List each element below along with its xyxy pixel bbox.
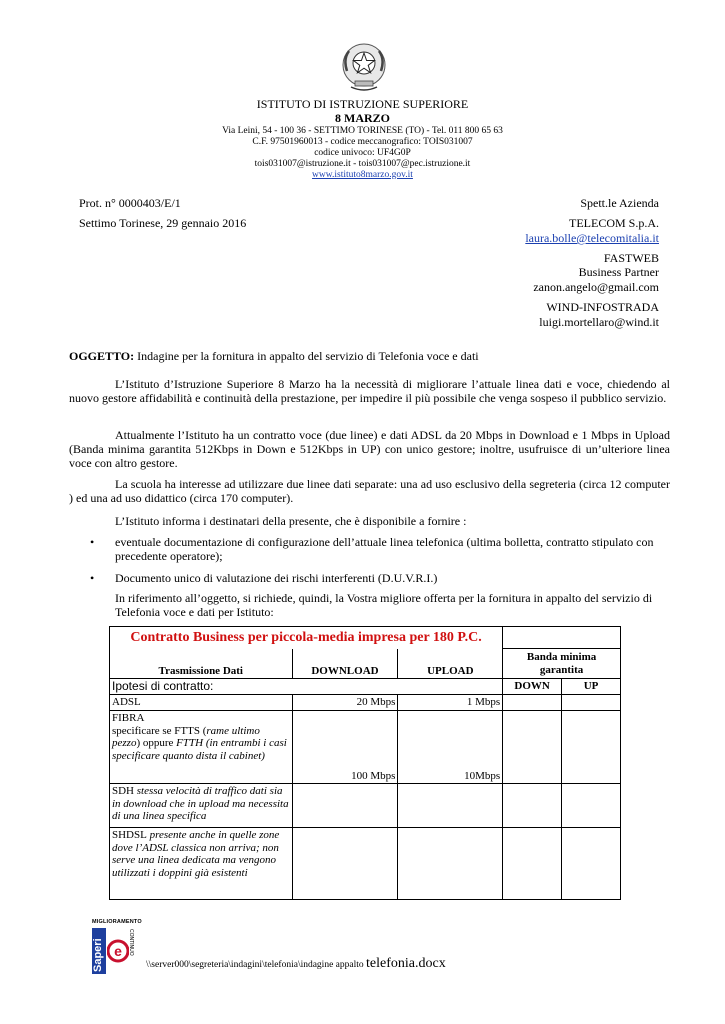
recipient-telecom: TELECOM S.p.A. [569, 216, 659, 230]
offer-table [109, 626, 621, 900]
table-title: Contratto Business per piccola-media impresa per 180 P.C. [130, 629, 482, 645]
row-adsl-label: ADSL [110, 695, 293, 711]
fibra-desc-d: FTTH (in entrambi i casi specificare quanto dista il cabinet) [112, 737, 287, 762]
fibra-desc-a: specificare se FTTS ( [112, 724, 207, 737]
table-subheader-row [110, 679, 621, 695]
subject-label: OGGETTO: [69, 349, 135, 363]
header-down: DOWN [503, 679, 562, 695]
table-row [110, 828, 621, 900]
row-adsl-upload: 1 Mbps [398, 695, 503, 711]
table-title-row [110, 627, 621, 649]
logo-side-text: Saperi [92, 938, 104, 972]
protocol-number: Prot. n° 0000403/E/1 [79, 196, 181, 210]
header-up: UP [562, 679, 621, 695]
header-banda: Banda minima garantita [503, 649, 621, 679]
recipient-fastweb-email: zanon.angelo@gmail.com [533, 280, 659, 294]
table-row [110, 695, 621, 711]
row-sdh-label: SDH [112, 785, 135, 797]
header-upload: UPLOAD [398, 649, 503, 679]
table-row [110, 711, 621, 784]
svg-text:e: e [114, 943, 122, 959]
paragraph-3: La scuola ha interesse ad utilizzare due linee dati separate: una ad uso esclusivo della segreteria (circa 12 computer ) ed una ad uso didattico (circa 170 computer). [69, 477, 670, 505]
bullet-dot-1: • [90, 535, 95, 549]
italian-republic-emblem-icon [339, 41, 389, 93]
school-codice-univoco: codice univoco: UF4G0P [314, 148, 411, 158]
paragraph-1: L’Istituto d’Istruzione Superiore 8 Marzo ha la necessità di migliorare l’attuale linea dati e voce, chiedendo al nuovo gestore affidabilità e continuità della prestazione, per impedire il più possibile che venga sospeso il pubblico servizio. [69, 377, 670, 405]
footer-path-dir: \\server000\segreteria\indagini\telefonia\indagine appalto [146, 960, 367, 970]
header-ipotesi: Ipotesi di contratto: [110, 679, 503, 695]
bullet-2: Documento unico di valutazione dei rischi interferenti (D.U.V.R.I.) [115, 571, 438, 585]
recipient-wind: WIND-INFOSTRADA [546, 300, 659, 314]
school-website-link[interactable]: www.istituto8marzo.gov.it [312, 170, 413, 180]
fibra-desc-b: rame ultimo pezzo [112, 724, 260, 749]
header-download: DOWNLOAD [292, 649, 398, 679]
footer-path [146, 954, 446, 972]
saperi-logo-icon [88, 919, 144, 975]
row-shdsl-label: SHDSL [112, 829, 147, 841]
row-fibra-download: 100 Mbps [292, 711, 398, 784]
table-row [110, 784, 621, 828]
school-name-sub: 8 MARZO [335, 111, 390, 125]
school-cf: C.F. 97501960013 - codice meccanografico: TOIS031007 [252, 137, 473, 147]
footer-filename: telefonia.docx [366, 956, 446, 971]
row-adsl-download: 20 Mbps [292, 695, 398, 711]
logo-top-text: MIGLIORAMENTO [92, 919, 142, 925]
header-trasmissione: Trasmissione Dati [110, 649, 293, 679]
paragraph-5: In riferimento all’oggetto, si richiede, quindi, la Vostra migliore offerta per la fornitura in appalto del servizio di Telefonia voce e dati per Istituto: [115, 591, 653, 619]
recipient-fastweb: FASTWEB [603, 251, 659, 265]
row-fibra-label: FIBRA [112, 712, 145, 724]
school-name: ISTITUTO DI ISTRUZIONE SUPERIORE [256, 97, 469, 111]
row-fibra-desc [110, 711, 293, 784]
recipient-wind-email: luigi.mortellaro@wind.it [539, 315, 659, 329]
bullet-1: eventuale documentazione di configurazione dell’attuale linea telefonica (ultima bolletta, contratto stipulato con precedente operatore); [115, 535, 654, 563]
school-address: Via Leini, 54 - 100 36 - SETTIMO TORINESE (TO) - Tel. 011 800 65 63 [222, 126, 503, 136]
paragraph-4: L’Istituto informa i destinatari della presente, che è disponibile a fornire : [115, 514, 467, 528]
row-fibra-upload: 10Mbps [398, 711, 503, 784]
school-emails: tois031007@istruzione.it - tois031007@pec.istruzione.it [254, 159, 471, 169]
fibra-desc-c: ) oppure [136, 737, 177, 749]
recipient-intro: Spett.le Azienda [580, 196, 659, 210]
recipient-fastweb-sub: Business Partner [578, 265, 659, 279]
table-header-row [110, 649, 621, 679]
subject-text: Indagine per la fornitura in appalto del servizio di Telefonia voce e dati [134, 349, 479, 363]
row-sdh-desc [110, 784, 293, 828]
subject-line [69, 349, 669, 363]
row-shdsl-text: presente anche in quelle zone dove l’ADSL classica non arriva; non serve una linea dedicata ma vengono utilizzati i doppini già esistenti [112, 829, 280, 879]
row-sdh-text: stessa velocità di traffico dati sia in download che in upload ma necessita di una linea specifica [112, 785, 289, 822]
logo-side2-text: CONTINUO [128, 929, 134, 956]
paragraph-2: Attualmente l’Istituto ha un contratto voce (due linee) e dati ADSL da 20 Mbps in Download e 1 Mbps in Upload (Banda minima garantita 512Kbps in Down e 512Kbps in UP) con unico gestore; inoltre, usufruisce di un’ulteriore linea voce con altro gestore. [69, 428, 670, 470]
bullet-dot-2: • [90, 571, 95, 585]
row-shdsl-desc [110, 828, 293, 900]
recipient-telecom-email[interactable]: laura.bolle@telecomitalia.it [525, 231, 659, 245]
place-date: Settimo Torinese, 29 gennaio 2016 [79, 216, 247, 230]
